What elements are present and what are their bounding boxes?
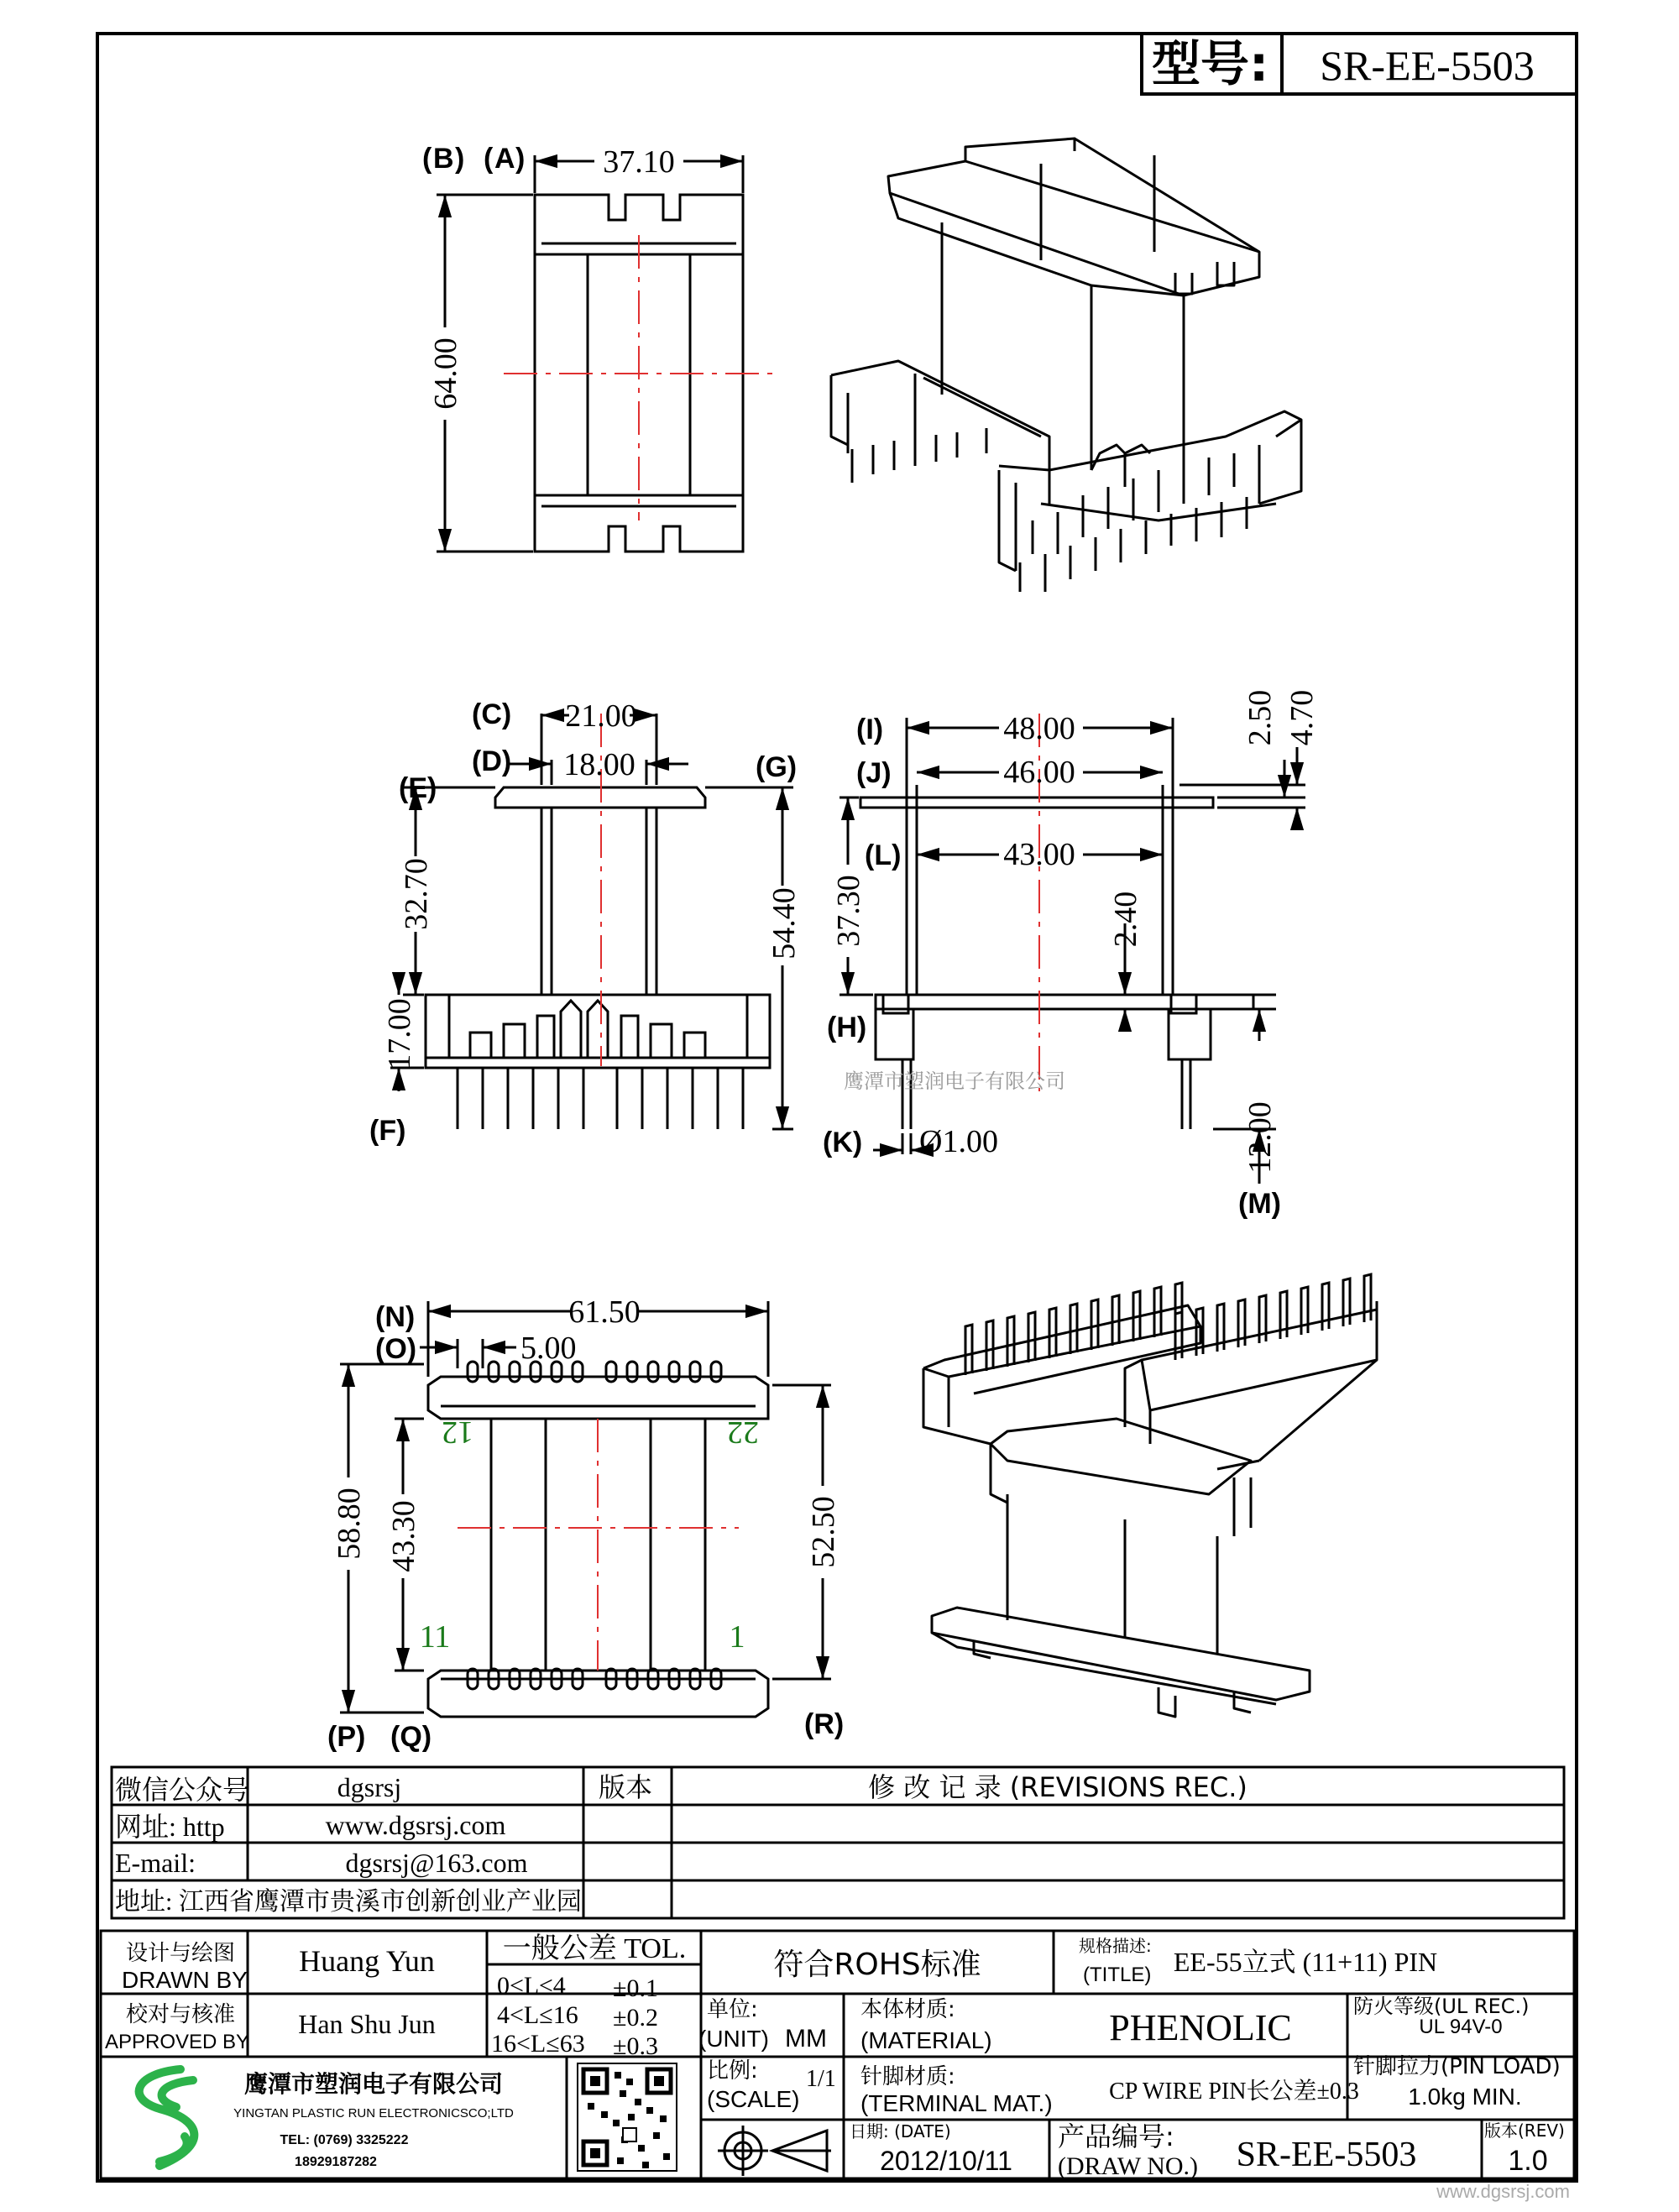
pin-number-1: 1 [729,1619,745,1655]
label-D: (D) [472,745,512,777]
email-label: E-mail: [115,1848,196,1878]
title-label-en: (TITLE) [1083,1964,1152,1986]
material-label-cn: 本体材质: [860,1997,955,2022]
dim-o: 5.00 [520,1331,577,1366]
label-B-bracket: ( [422,143,432,175]
wechat-value: dgsrsj [337,1772,402,1802]
label-R: (R) [804,1708,845,1740]
company-name-en: YINGTAN PLASTIC RUN ELECTRONICSCO;LTD [233,2106,514,2120]
company-block [139,2069,514,2169]
dim-t2: 4.70 [1284,689,1320,746]
dim-n: 61.50 [568,1294,641,1330]
tol-value-1: ±0.1 [613,1974,658,2002]
wechat-label: 微信公众号 [115,1774,250,1806]
revisions-header: 修 改 记 录 (REVISIONS REC.) [868,1771,1247,1803]
dim-c: 21.00 [565,698,637,734]
drawn-by-en: DRAWN BY [122,1967,248,1993]
dim-top-height: 64.00 [428,337,463,410]
date-value: 2012/10/11 [880,2146,1012,2176]
material-label-en: (MATERIAL) [860,2027,992,2053]
drawn-by-cn: 设计与绘图 [126,1941,236,1966]
company-logo-icon [139,2069,195,2166]
dim-j: 46.00 [1003,755,1075,790]
company-tel: TEL: (0769) 3325222 [280,2133,409,2147]
draw-no-value: SR-EE-5503 [1236,2136,1417,2174]
label-B-close: ) [455,143,465,175]
dim-t1: 2.50 [1242,689,1278,746]
rohs-compliance: 符合ROHS标准 [773,1948,981,1982]
isometric-view-bottom [923,1301,1377,1717]
web-value[interactable]: www.dgsrsj.com [325,1810,506,1840]
dim-m: 12.00 [1242,1101,1278,1174]
label-H: (H) [827,1012,867,1043]
scale-label-en: (SCALE) [707,2086,800,2112]
model-label: 型号: [1152,35,1269,92]
dim-f: 17.00 [382,998,417,1070]
label-E: (E) [399,772,437,804]
label-A-open: ( [484,143,494,175]
dim-h2: 2.40 [1108,891,1143,948]
drawn-by-name: Huang Yun [299,1944,435,1978]
dim-top-width: 37.10 [603,144,675,180]
email-value[interactable]: dgsrsj@163.com [345,1848,528,1878]
label-Q: (Q) [390,1721,432,1753]
rev-value: 1.0 [1508,2145,1548,2177]
label-F: (F) [369,1115,406,1147]
label-B: B [433,143,454,175]
approved-by-cn: 校对与核准 [126,2002,236,2027]
material-value: PHENOLIC [1109,2007,1292,2048]
footer-site: www.dgsrsj.com [1436,2181,1570,2202]
model-header [1142,34,1577,94]
sheet-border [97,34,1577,2181]
label-K: (K) [823,1127,863,1158]
front-pins [458,1068,743,1129]
label-A-close: ) [515,143,526,175]
dim-e: 32.70 [399,858,434,930]
dim-l: 43.00 [1003,837,1075,872]
label-A: A [494,143,515,175]
label-P: (P) [327,1721,366,1753]
isometric-view-top [831,139,1301,571]
label-N: (N) [375,1301,416,1333]
model-value: SR-EE-5503 [1320,42,1535,89]
approved-by-en: APPROVED BY [105,2031,250,2053]
dim-r: 52.50 [806,1496,841,1568]
version-header: 版本 [598,1771,653,1803]
address: 地址: 江西省鹰潭市贵溪市创新创业产业园 [115,1888,582,1916]
dim-q: 43.30 [386,1500,421,1572]
top-view [437,155,772,552]
terminal-value: CP WIRE PIN长公差±0.3 [1109,2079,1359,2105]
fire-rating-value: UL 94V-0 [1419,2016,1503,2038]
scale-value: 1/1 [806,2066,836,2092]
pin-load-label: 针脚拉力(PIN LOAD) [1353,2054,1561,2079]
web-label: 网址: http [115,1812,225,1842]
pin-number-11: 11 [419,1619,451,1655]
dim-g: 54.40 [766,887,802,960]
scale-label-cn: 比例: [707,2058,758,2084]
terminal-label-cn: 针脚材质: [860,2064,955,2089]
date-label: 日期: (DATE) [850,2121,951,2141]
label-C: (C) [472,698,512,730]
company-mobile: 18929187282 [295,2155,377,2169]
projection-symbol-icon [718,2126,831,2176]
tolerance-header: 一般公差 TOL. [502,1933,687,1964]
label-M: (M) [1238,1188,1281,1220]
dim-h1: 37.30 [831,875,866,947]
tol-value-2: ±0.2 [613,2004,658,2032]
label-O: (O) [375,1333,417,1365]
title-value: EE-55立式 (11+11) PIN [1173,1947,1438,1977]
pin-number-12: 12 [442,1415,473,1450]
qr-code [578,2063,677,2171]
label-G: (G) [756,751,798,783]
dim-d: 18.00 [563,747,636,782]
draw-no-label-en: (DRAW NO.) [1058,2152,1199,2180]
draw-no-label-cn: 产品编号: [1058,2120,1174,2152]
fire-rating-label: 防火等级(UL REC.) [1353,1995,1530,2018]
tol-range-1: 0<L≤4 [497,1972,566,2000]
unit-value: MM [785,2025,827,2053]
title-label-cn: 规格描述: [1079,1936,1152,1956]
dim-i: 48.00 [1003,711,1075,746]
watermark: 鹰潭市塑润电子有限公司 [844,1069,1065,1093]
unit-label-cn: 单位: [707,1997,758,2022]
tol-range-3: 16<L≤63 [491,2030,585,2058]
label-J: (J) [856,757,892,789]
dim-p: 58.80 [332,1488,367,1560]
rev-label: 版本(REV) [1484,2120,1565,2141]
dim-k: Ø1.00 [919,1124,998,1159]
label-I: (I) [856,714,884,745]
tol-range-2: 4<L≤16 [497,2001,578,2029]
bottom-view-pin-slots [468,1362,721,1689]
label-L: (L) [865,839,902,871]
unit-label-en: (UNIT) [698,2026,769,2052]
terminal-label-en: (TERMINAL MAT.) [860,2090,1053,2116]
company-name-cn: 鹰潭市塑润电子有限公司 [243,2070,504,2098]
approved-by-name: Han Shu Jun [298,2009,436,2039]
pin-load-value: 1.0kg MIN. [1408,2084,1522,2110]
pin-number-22: 22 [727,1415,759,1450]
tol-value-3: ±0.3 [613,2032,658,2060]
